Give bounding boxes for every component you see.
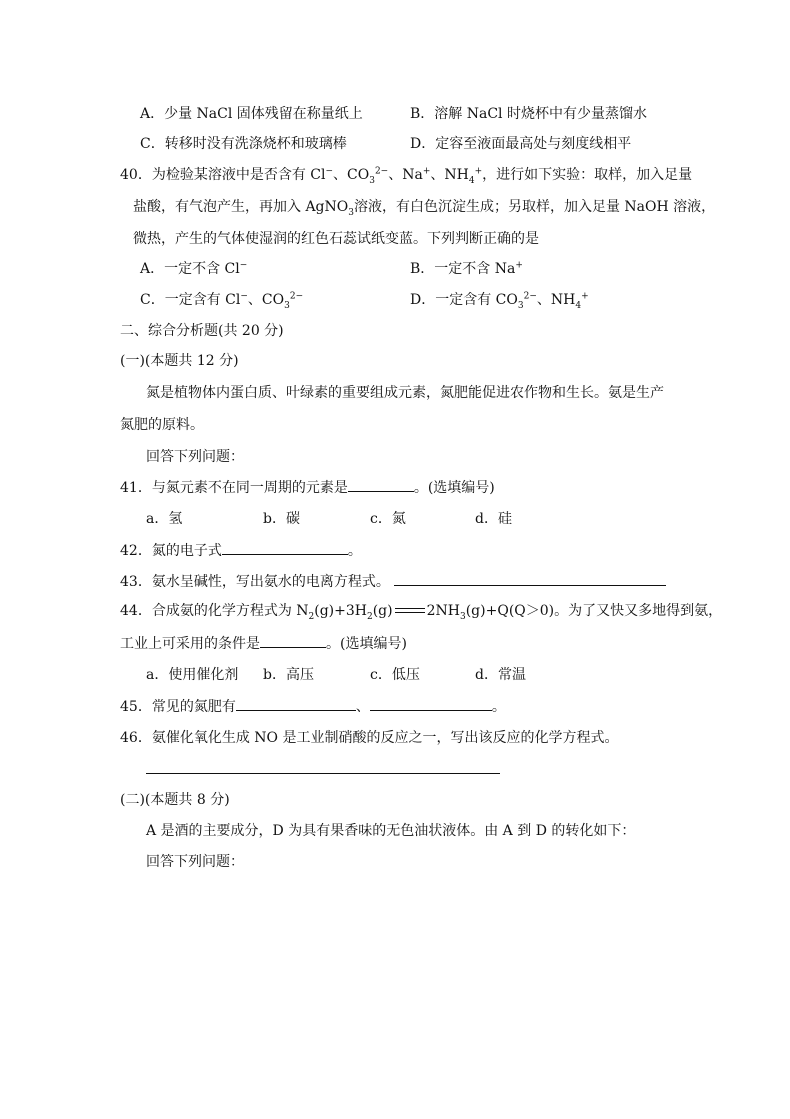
q41-stem: 41．与氮元素不在同一周期的元素是 。(选填编号) [120,477,495,497]
q44-option-b: b．高压 [263,667,314,683]
part1-heading: (一)(本题共 12 分) [120,353,239,369]
q40-stem-line1: 40．为检验某溶液中是否含有 Cl−、$CO_3^{2-}$、Na+、$NH_4^+$，进行如下实验：取样，加入足量 [120,166,693,186]
part2-heading: (二)(本题共 8 分) [120,792,230,808]
section-heading: 二、综合分析题(共 20 分) [120,323,284,339]
q42-answer-blank[interactable] [222,540,348,555]
q41-answer-blank[interactable] [348,477,414,492]
q40-option-c: C．一定含有 Cl−、$CO_3^{2-}$ [140,291,304,311]
q45-answer-blank-1[interactable] [236,696,356,711]
q41-option-a: a．氢 [146,511,183,527]
q40-option-a: A．一定不含 Cl− [140,260,248,277]
part2-answer-prompt: 回答下列问题： [146,854,244,870]
q44-stem-line1: 44．合成氨的化学方程式为 $N_2(g)+3H_2(g)$ $2NH_3(g)+Q(Q>0)$。为了又快又多地得到氨， [120,603,723,622]
q44-option-a: a．使用催化剂 [146,667,239,683]
q43-stem: 43．氨水呈碱性，写出氨水的电离方程式。 [120,571,666,591]
q45-stem: 45．常见的氮肥有 、 。 [120,696,506,716]
q41-option-d: d．硅 [475,511,512,527]
q39-option-c: C．转移时没有洗涤烧杯和玻璃棒 [140,136,347,152]
q46-stem: 46．氨催化氧化生成 NO 是工业制硝酸的反应之一，写出该反应的化学方程式。 [120,730,619,746]
q39-option-d: D．定容至液面最高处与刻度线相平 [410,136,632,152]
q46-answer-line[interactable] [146,773,500,774]
equilibrium-arrow-icon [393,606,427,616]
q44-option-d: d．常温 [475,667,526,683]
q45-answer-blank-2[interactable] [370,696,492,711]
q40-stem-line2: 盐酸，有气泡产生，再加入 AgNO$_3$溶液，有白色沉淀生成；另取样，加入足量 NaOH 溶液， [133,199,716,218]
q41-option-c: c．氮 [370,511,406,527]
q40-stem-line3: 微热，产生的气体使湿润的红色石蕊试纸变蓝。下列判断正确的是 [133,231,539,247]
q43-answer-blank[interactable] [394,571,666,586]
q44-option-c: c．低压 [370,667,420,683]
q40-option-d: D．一定含有 $CO_3^{2-}$、$NH_4^+$ [410,291,589,311]
q44-answer-blank[interactable] [260,633,326,648]
q41-option-b: b．碳 [263,511,300,527]
part2-intro: A 是酒的主要成分，D 为具有果香味的无色油状液体。由 A 到 D 的转化如下： [146,823,636,839]
q40-option-b: B．一定不含 Na+ [410,260,523,277]
q44-stem-line2: 工业上可采用的条件是 。(选填编号) [120,633,407,653]
q42-stem: 42．氮的电子式 。 [120,540,362,560]
q39-option-b: B．溶解 NaCl 时烧杯中有少量蒸馏水 [410,106,647,122]
part1-intro-line1: 氮是植物体内蛋白质、叶绿素的重要组成元素，氮肥能促进农作物和生长。氨是生产 [146,385,664,401]
part1-answer-prompt: 回答下列问题： [146,449,244,465]
part1-intro-line2: 氮肥的原料。 [120,417,204,433]
q39-option-a: A．少量 NaCl 固体残留在称量纸上 [140,106,363,122]
